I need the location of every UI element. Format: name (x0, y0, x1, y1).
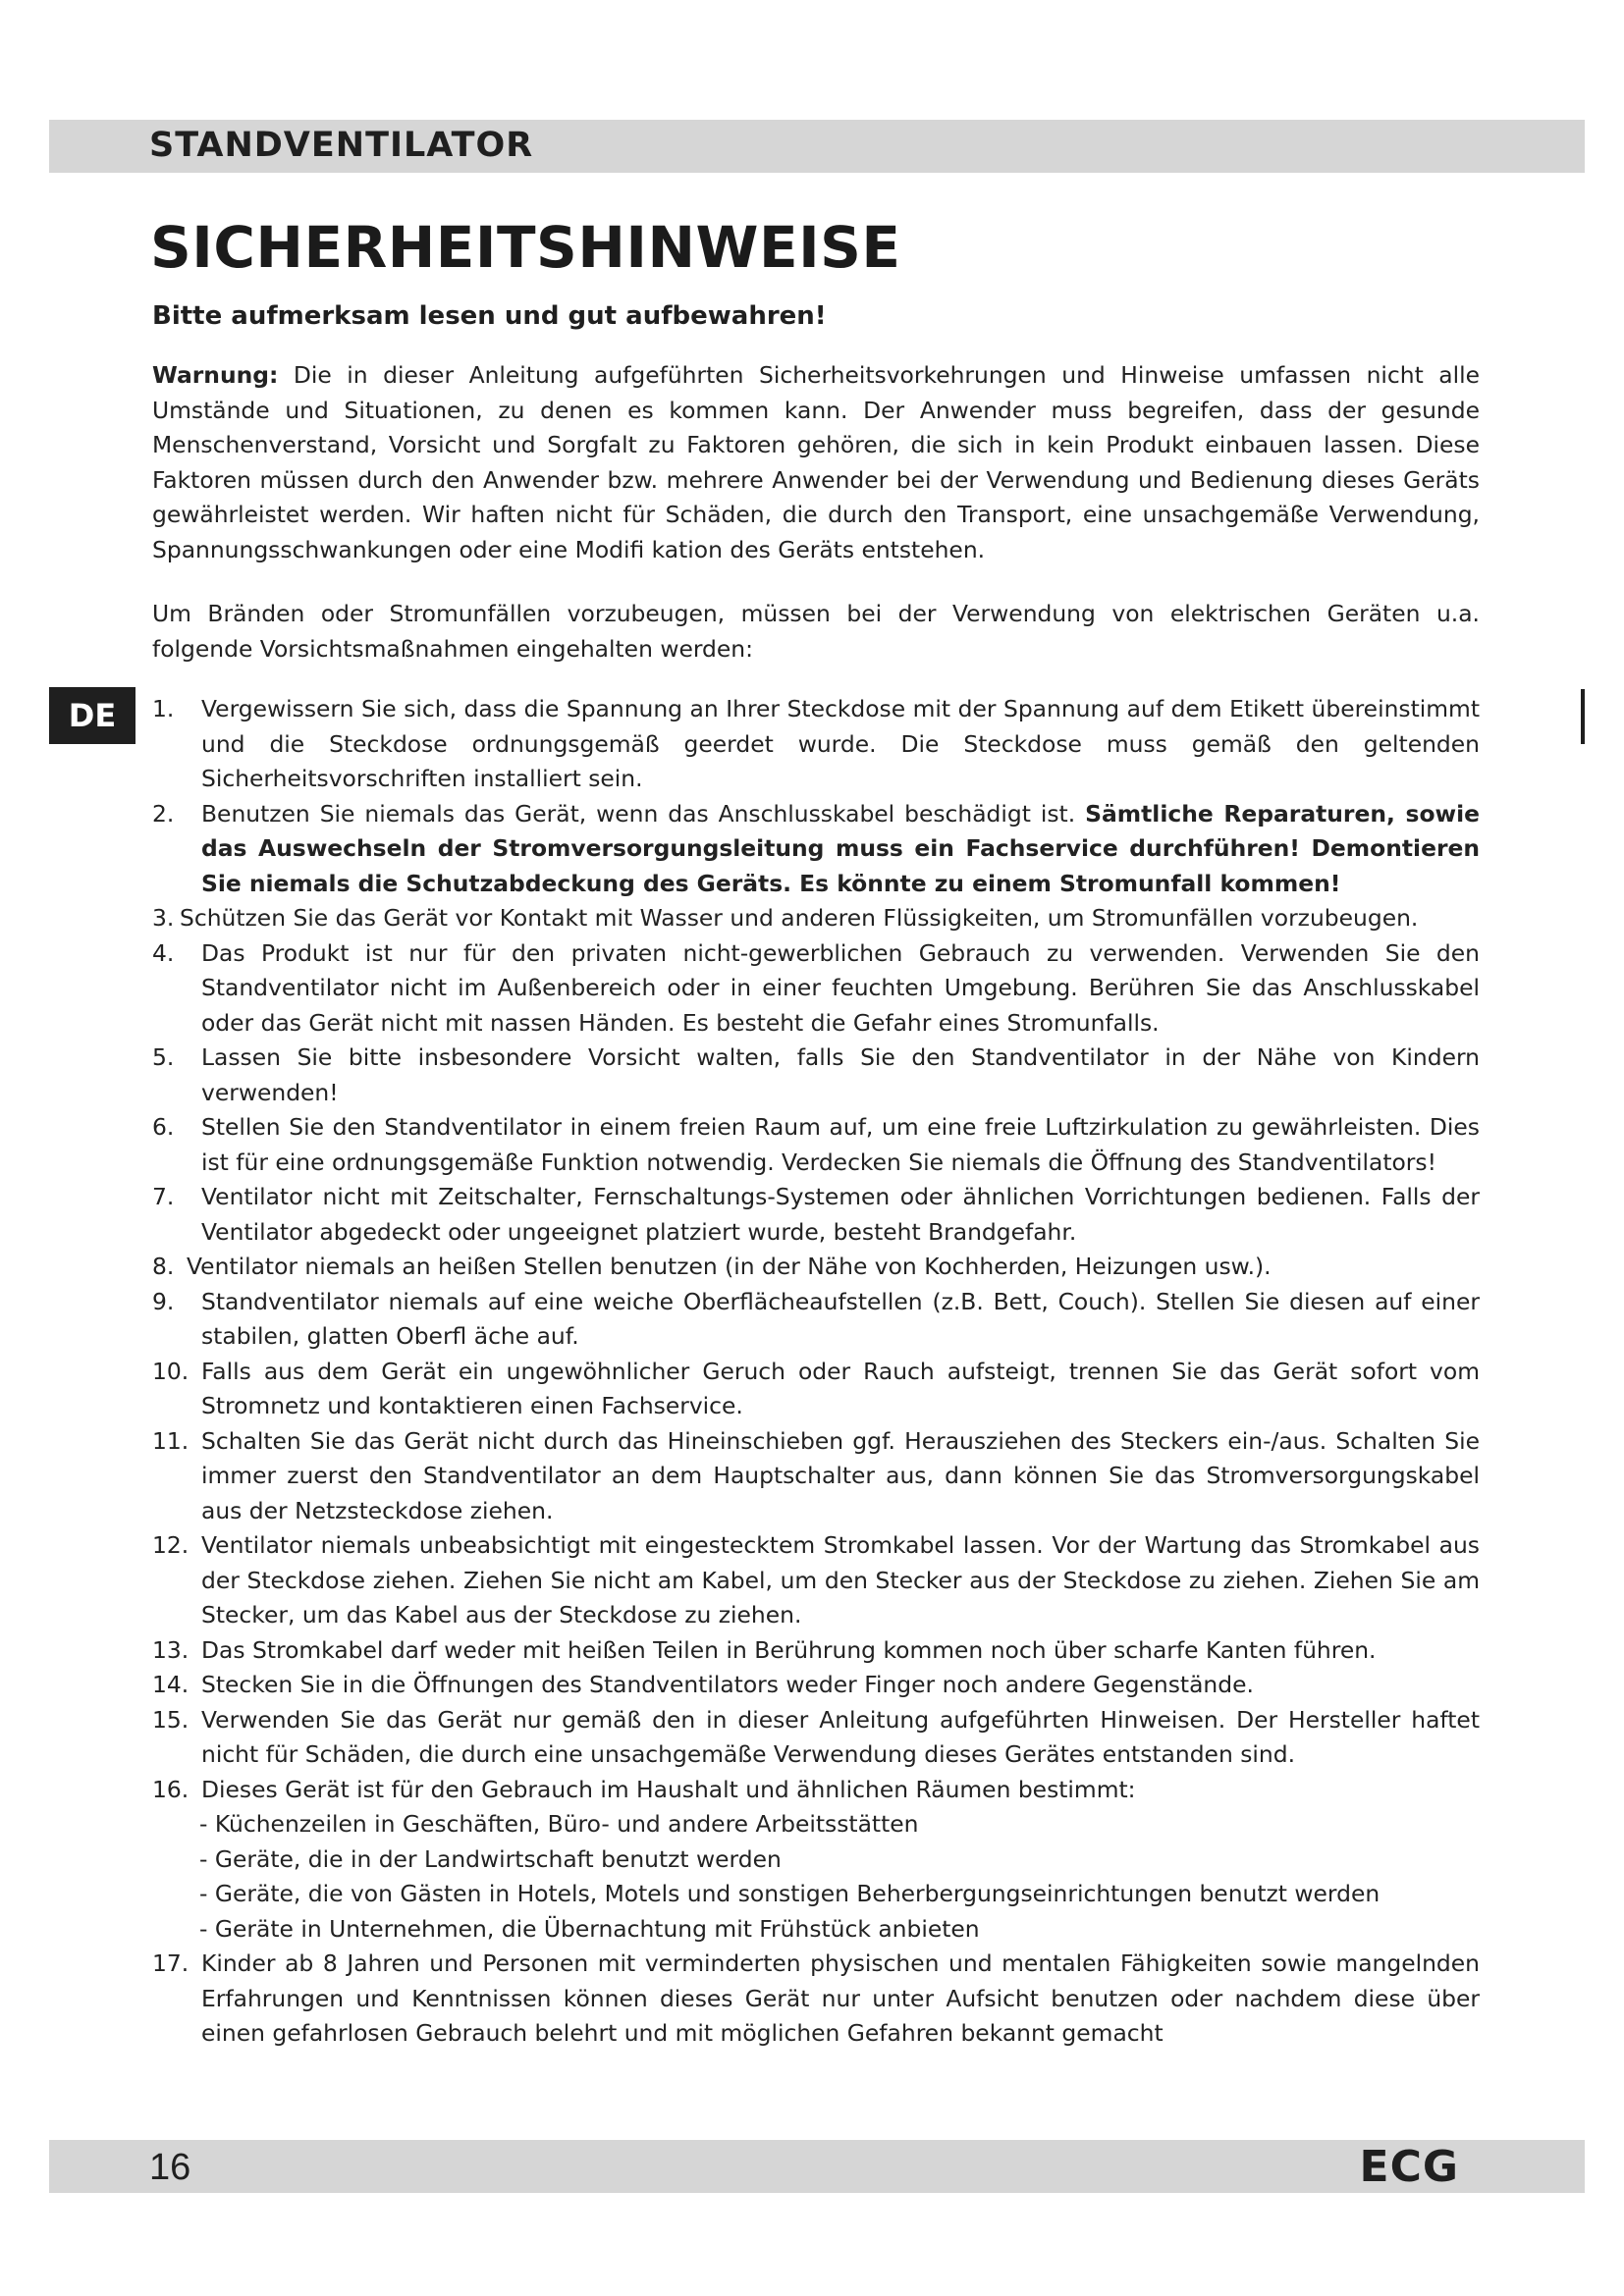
page-number: 16 (149, 2147, 191, 2188)
warning-text: Die in dieser Anleitung aufgeführten Sicherheitsvorkehrungen und Hinweise umfassen nicht alle Umstände und Situationen, zu denen es kommen kann. Der Anwender muss begreifen, dass der gesunde Menschenverstand, Vorsicht und Sorgfalt zu Faktoren gehören, die sich in kein Produkt einbauen lassen. Diese Faktoren müssen durch den Anwender bzw. mehrere Anwender bei der Verwendung und Bedienung dieses Geräts gewährleistet werden. Wir haften nicht für Schäden, die durch den Transport, eine unsachgemäße Verwendung, Spannungsschwankungen oder eine Modifi kation des Geräts entstehen. (152, 361, 1481, 563)
item-number: 2. (152, 799, 175, 828)
list-item (152, 1424, 1480, 1529)
footer-band (49, 2140, 1585, 2193)
list-item (152, 1110, 1480, 1180)
item-number: 15. (152, 1705, 189, 1734)
list-item (152, 1250, 1480, 1285)
header-band (49, 120, 1585, 173)
list-item (152, 1668, 1480, 1703)
item-number: 7. (152, 1183, 175, 1210)
item-number: 12. (152, 1531, 189, 1559)
intro-paragraph: Um Bränden oder Stromunfällen vorzubeugen, müssen bei der Verwendung von elektrischen Geräten u.a. folgende Vorsichtsmaßnahmen eingehalten werden: (152, 600, 1480, 663)
item-number: 4. (152, 938, 175, 967)
list-item (152, 1947, 1480, 2052)
section-label: STANDVENTILATOR (149, 126, 534, 165)
page-subtitle: Bitte aufmerksam lesen und gut aufbewahren! (152, 301, 827, 331)
warning-label: Warnung: (152, 361, 279, 389)
item-text: Schützen Sie das Gerät vor Kontakt mit Wasser und anderen Flüssigkeiten, um Stromunfällen vorzubeugen. (180, 904, 1419, 932)
list-item (152, 1355, 1480, 1424)
item-text: Falls aus dem Gerät ein ungewöhnlicher Geruch oder Rauch aufsteigt, trennen Sie das Gerät sofort vom Stromnetz und kontaktieren einen Fachservice. (201, 1357, 1480, 1419)
brand-logo: ECG (1359, 2142, 1459, 2192)
item-text: Ventilator niemals unbeabsichtigt mit eingestecktem Stromkabel lassen. Vor der Wartung das Stromkabel aus der Steckdose ziehen. Ziehen Sie nicht am Kabel, um den Stecker aus der Steckdose zu ziehen. Ziehen Sie am Stecker, um das Kabel aus der Steckdose zu ziehen. (201, 1531, 1480, 1629)
language-tab: DE (49, 687, 135, 744)
item-text: Standventilator niemals auf eine weiche Oberflächeaufstellen (z.B. Bett, Couch). Stellen Sie diesen auf einer stabilen, glatten Oberfl äche auf. (201, 1287, 1480, 1350)
list-item (152, 797, 1480, 902)
item-number: 3. (152, 904, 175, 932)
warning-paragraph (152, 358, 1480, 567)
item-number: 10. (152, 1357, 189, 1385)
list-item (152, 1180, 1480, 1250)
margin-marker (1581, 689, 1585, 744)
item-text: Dieses Gerät ist für den Gebrauch im Haushalt und ähnlichen Räumen bestimmt: (201, 1775, 1136, 1803)
item-number: 5. (152, 1043, 175, 1071)
item-text (152, 797, 1480, 902)
item-text: Schalten Sie das Gerät nicht durch das Hineinschieben ggf. Herausziehen des Steckers ein-/aus. Schalten Sie immer zuerst den Standventilator an dem Hauptschalter aus, dann können Sie das Stromversorgungskabel aus der Netzsteckdose ziehen. (201, 1426, 1480, 1524)
list-item (152, 1773, 1480, 1808)
item-number: 6. (152, 1113, 175, 1141)
item-number: 14. (152, 1671, 189, 1698)
item-text: Das Produkt ist nur für den privaten nicht-gewerblichen Gebrauch zu verwenden. Verwenden Sie den Standventilator nicht im Außenbereich oder in einer feuchten Umgebung. Berühren Sie das Anschlusskabel oder das Gerät nicht mit nassen Händen. Es besteht die Gefahr eines Stromunfalls. (201, 938, 1480, 1037)
item-number: 1. (152, 695, 175, 722)
list-item (152, 1703, 1480, 1773)
item-text: Lassen Sie bitte insbesondere Vorsicht walten, falls Sie den Standventilator in der Nähe von Kindern verwenden! (201, 1043, 1480, 1106)
item-text-bold: Sämtliche Reparaturen, sowie das Auswechseln der Stromversorgungsleitung muss ein Fachservice durchführen! Demontieren Sie niemals die Schutzabdeckung des Geräts. Es könnte zu einem Stromunfall kommen! (201, 799, 1481, 897)
sub-list-item: - Küchenzeilen in Geschäften, Büro- und andere Arbeitsstätten (199, 1810, 919, 1838)
list-item (152, 1528, 1480, 1633)
item-text: Kinder ab 8 Jahren und Personen mit verminderten physischen und mentalen Fähigkeiten sowie mangelnden Erfahrungen und Kenntnissen können dieses Gerät nur unter Aufsicht benutzen oder nachdem diese über einen gefahrlosen Gebrauch belehrt und mit möglichen Gefahren bekannt gemacht (201, 1949, 1480, 2047)
item-text: Ventilator niemals an heißen Stellen benutzen (in der Nähe von Kochherden, Heizungen usw.). (187, 1253, 1272, 1280)
item-text-regular: Benutzen Sie niemals das Gerät, wenn das Anschlusskabel beschädigt ist. (201, 799, 1076, 828)
item-text: Vergewissern Sie sich, dass die Spannung an Ihrer Steckdose mit der Spannung auf dem Etikett übereinstimmt und die Steckdose ordnungsgemäß geerdet wurde. Die Steckdose muss gemäß den geltenden Sicherheitsvorschriften installiert sein. (201, 695, 1480, 792)
item-number: 16. (152, 1775, 189, 1803)
list-item (152, 936, 1480, 1041)
item-number: 11. (152, 1426, 189, 1455)
item-number: 17. (152, 1949, 189, 1977)
page-title: SICHERHEITSHINWEISE (150, 214, 901, 281)
safety-instructions-list (152, 692, 1480, 2052)
item-text: Stecken Sie in die Öffnungen des Standventilators weder Finger noch andere Gegenstände. (201, 1671, 1254, 1698)
list-item (152, 1041, 1480, 1110)
item-text: Verwenden Sie das Gerät nur gemäß den in dieser Anleitung aufgeführten Hinweisen. Der Hersteller haftet nicht für Schäden, die durch eine unsachgemäße Verwendung dieses Gerätes entstanden sind. (201, 1705, 1480, 1768)
sub-list-item: - Geräte in Unternehmen, die Übernachtung mit Frühstück anbieten (199, 1914, 980, 1943)
item-text: Ventilator nicht mit Zeitschalter, Fernschaltungs-Systemen oder ähnlichen Vorrichtungen bedienen. Falls der Ventilator abgedeckt oder ungeeignet platziert wurde, besteht Brandgefahr. (201, 1183, 1480, 1246)
item-number: 13. (152, 1635, 189, 1664)
sub-list-item: - Geräte, die in der Landwirtschaft benutzt werden (199, 1844, 782, 1873)
item-text: Stellen Sie den Standventilator in einem freien Raum auf, um eine freie Luftzirkulation zu gewährleisten. Dies ist für eine ordnungsgemäße Funktion notwendig. Verdecken Sie niemals die Öffnung des Standventilators! (201, 1113, 1480, 1176)
item-number: 9. (152, 1287, 175, 1315)
sub-list-item: - Geräte, die von Gästen in Hotels, Motels und sonstigen Beherbergungseinrichtungen benutzt werden (199, 1880, 1380, 1907)
item-number: 8. (152, 1253, 175, 1280)
list-item (152, 692, 1480, 797)
list-item (152, 901, 1480, 936)
list-item (152, 1285, 1480, 1355)
item-text: Das Stromkabel darf weder mit heißen Teilen in Berührung kommen noch über scharfe Kanten führen. (201, 1635, 1377, 1664)
list-item (152, 1633, 1480, 1669)
